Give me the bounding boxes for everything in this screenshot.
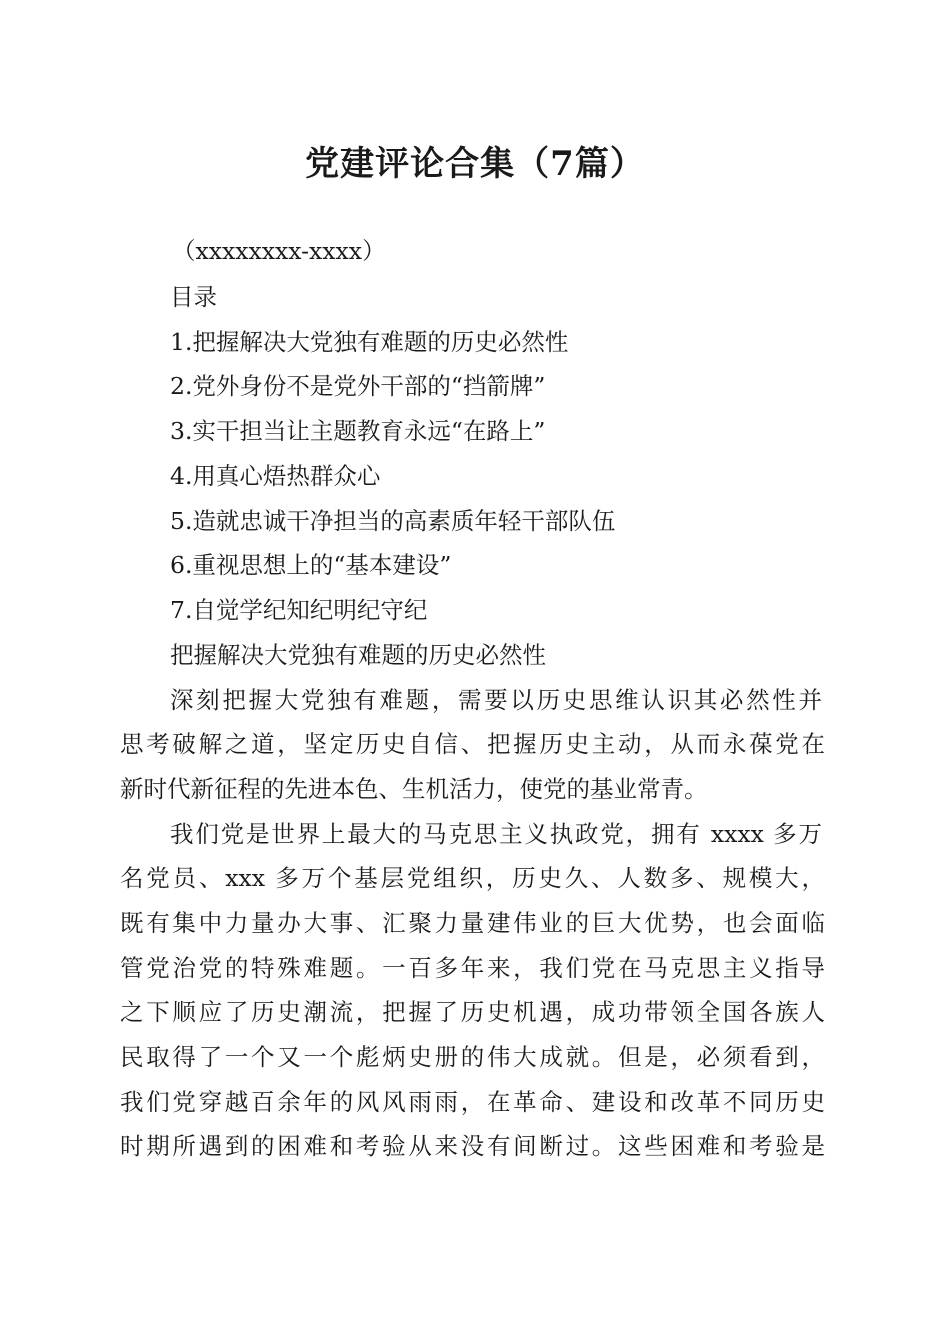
toc-item-7: 7.自觉学纪知纪明纪守纪	[170, 596, 428, 624]
paragraph-line: 管党治党的特殊难题。一百多年来，我们党在马克思主义指导	[120, 954, 825, 982]
toc-item-5: 5.造就忠诚干净担当的高素质年轻干部队伍	[170, 507, 616, 535]
section-title: 把握解决大党独有难题的历史必然性	[170, 641, 546, 669]
paragraph-line: 我们党是世界上最大的马克思主义执政党，拥有 xxxx 多万	[170, 820, 822, 848]
date-placeholder: （xxxxxxxx-xxxx）	[172, 237, 386, 265]
toc-item-4: 4.用真心焐热群众心	[170, 462, 381, 490]
document-title: 党建评论合集（7篇）	[305, 144, 645, 184]
paragraph-line: 我们党穿越百余年的风风雨雨，在革命、建设和改革不同历史	[120, 1088, 825, 1116]
paragraph-line: 名党员、xxx 多万个基层党组织，历史久、人数多、规模大，	[120, 864, 825, 892]
toc-item-1: 1.把握解决大党独有难题的历史必然性	[170, 328, 569, 356]
toc-heading: 目录	[170, 283, 217, 311]
toc-item-3: 3.实干担当让主题教育永远“在路上”	[170, 417, 546, 445]
toc-item-2: 2.党外身份不是党外干部的“挡箭牌”	[170, 372, 546, 400]
paragraph-line: 之下顺应了历史潮流，把握了历史机遇，成功带领全国各族人	[120, 998, 825, 1026]
paragraph-line: 深刻把握大党独有难题，需要以历史思维认识其必然性并	[170, 686, 822, 714]
paragraph-line: 思考破解之道，坚定历史自信、把握历史主动，从而永葆党在	[120, 730, 825, 758]
paragraph-line: 民取得了一个又一个彪炳史册的伟大成就。但是，必须看到，	[120, 1043, 825, 1071]
paragraph-line: 时期所遇到的困难和考验从来没有间断过。这些困难和考验是	[120, 1132, 825, 1160]
paragraph-line: 既有集中力量办大事、汇聚力量建伟业的巨大优势，也会面临	[120, 909, 825, 937]
paragraph-line: 新时代新征程的先进本色、生机活力，使党的基业常青。	[120, 775, 708, 803]
toc-item-6: 6.重视思想上的“基本建设”	[170, 551, 452, 579]
